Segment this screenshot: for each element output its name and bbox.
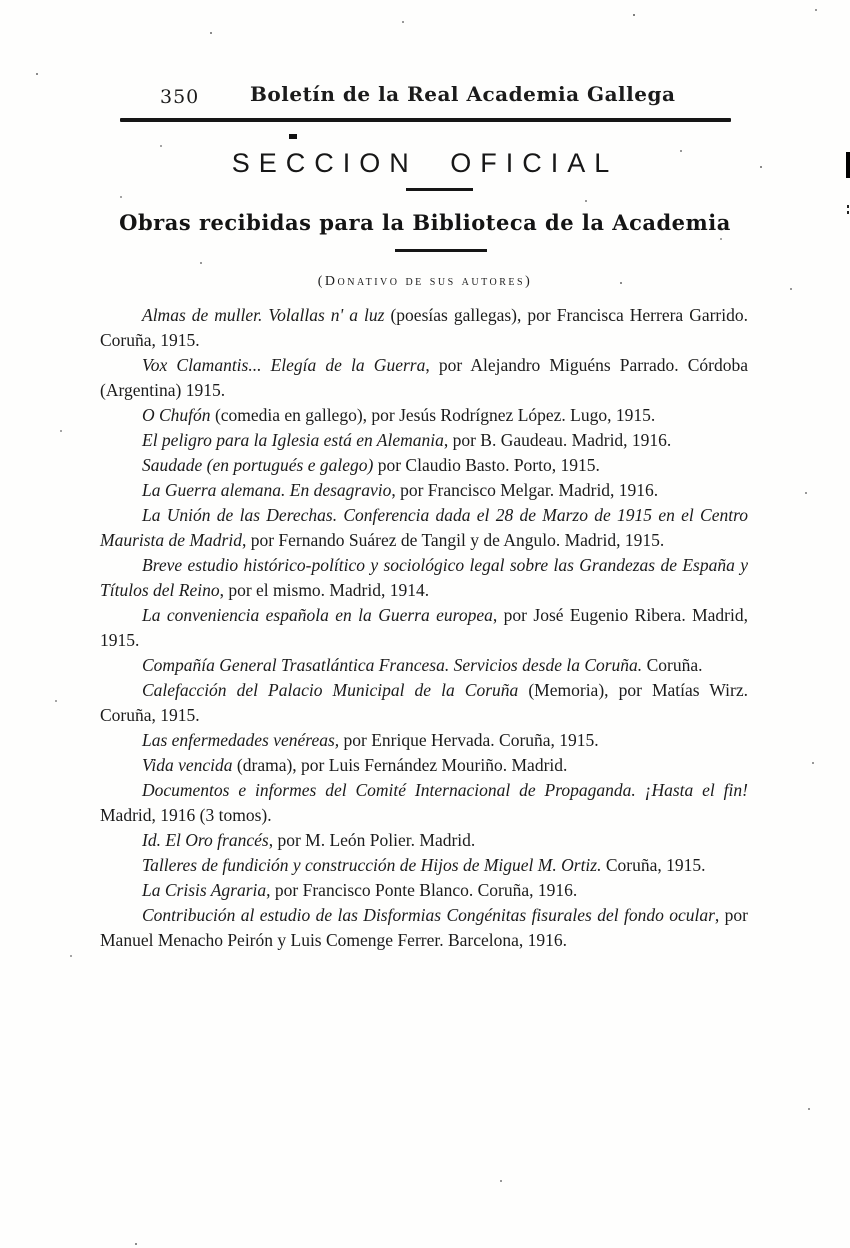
book-entry-text: (Memoria), por Matías Wirz. Coruña, 1915. <box>100 680 748 725</box>
book-entry-text: Coruña. <box>646 655 703 675</box>
book-entry-text: (drama), por Luis Fernández Mouriño. Madrid. <box>236 755 568 775</box>
book-entry <box>100 503 748 553</box>
book-entry-text: , por M. León Polier. Madrid. <box>268 830 476 850</box>
book-entry <box>100 753 748 778</box>
book-entry-text: , por B. Gaudeau. Madrid, 1916. <box>443 430 672 450</box>
book-title-text: La Guerra alemana. En desagravio <box>142 480 392 500</box>
book-entry <box>100 653 748 678</box>
subtitle: Obras recibidas para la Biblioteca de la Academia <box>119 210 731 235</box>
book-title-text: Talleres de fundición y construcción de Hijos de Miguel M. Ortiz. <box>142 855 606 875</box>
book-entry-text: , por Francisco Ponte Blanco. Coruña, 1916. <box>266 880 578 900</box>
book-title-text: O Chufón <box>142 405 215 425</box>
book-title-text: Calefacción del Palacio Municipal de la Coruña <box>142 680 529 700</box>
book-entry-text: , por Francisco Melgar. Madrid, 1916. <box>391 480 659 500</box>
book-entry <box>100 778 748 828</box>
book-entry-text: , por Manuel Menacho Peirón y Luis Comenge Ferrer. Barcelona, 1916. <box>100 905 748 950</box>
scan-artifact-edge-bar <box>846 152 850 178</box>
book-title-text: Las enfermedades venéreas, <box>142 730 340 750</box>
book-title-text: Almas de muller. Volallas n' a luz <box>142 305 391 325</box>
book-entry <box>100 903 748 953</box>
book-title-text: La Crisis Agraria <box>142 880 267 900</box>
scan-artifact-edge-dots <box>847 205 849 208</box>
page-number: 350 <box>160 86 200 108</box>
book-entry-text: , por el mismo. Madrid, 1914. <box>219 580 430 600</box>
entries <box>100 303 748 953</box>
book-entry-text: , por Alejandro Miguéns Parrado. Córdoba (Argentina) 1915. <box>100 355 748 400</box>
book-entry <box>100 303 748 353</box>
book-entry <box>100 478 748 503</box>
donation-note: (Donativo de sus autores) <box>317 274 533 289</box>
book-entry <box>100 353 748 403</box>
book-entry-text: Coruña, 1915. <box>605 855 706 875</box>
book-entry-text: (comedia en gallego), por Jesús Rodrígnez López. Lugo, 1915. <box>214 405 656 425</box>
book-entry-text: por Enrique Hervada. Coruña, 1915. <box>339 730 599 750</box>
book-title-text: La Unión de las Derechas. Conferencia dada el 28 de Marzo de 1915 en el Centro Maurista de Madrid <box>100 505 748 550</box>
book-title-text: Compañía General Trasatlántica Francesa. Servicios desde la Coruña. <box>142 655 647 675</box>
book-title-text: El peligro para la Iglesia está en Alemania <box>142 430 444 450</box>
header-rule <box>120 118 731 122</box>
scan-artifact-dot <box>289 134 297 139</box>
book-entry-text: , por Fernando Suárez de Tangil y de Angulo. Madrid, 1915. <box>241 530 665 550</box>
book-title-text: Contribución al estudio de las Disformias Congénitas fisurales del fondo ocular <box>142 905 715 925</box>
book-title-text: Vox Clamantis... Elegía de la Guerra <box>142 355 426 375</box>
book-entry <box>100 428 748 453</box>
section-title-rule <box>406 188 473 191</box>
book-entry <box>100 603 748 653</box>
book-title-text: Id. El Oro francés <box>142 830 269 850</box>
running-title: Boletín de la Real Academia Gallega <box>250 82 676 106</box>
book-entry-text: Madrid, 1916 (3 tomos). <box>100 805 272 825</box>
book-entry <box>100 728 748 753</box>
book-entry <box>100 403 748 428</box>
book-entry-text: por Claudio Basto. Porto, 1915. <box>377 455 600 475</box>
book-entry <box>100 678 748 728</box>
subtitle-rule <box>395 249 487 252</box>
section-title: SECCION OFICIAL <box>231 148 619 178</box>
book-entry <box>100 553 748 603</box>
book-entry <box>100 878 748 903</box>
book-entry-text: , por José Eugenio Ribera. Madrid, 1915. <box>100 605 748 650</box>
book-entry <box>100 828 748 853</box>
book-title-text: Breve estudio histórico-político y sociológico legal sobre las Grandezas de España y Títulos del Reino <box>100 555 748 600</box>
book-title-text: Documentos e informes del Comité Internacional de Propaganda. ¡Hasta el fin! <box>142 780 748 800</box>
book-entry <box>100 853 748 878</box>
book-entry <box>100 453 748 478</box>
book-title-text: La conveniencia española en la Guerra europea <box>142 605 493 625</box>
book-title-text: Saudade (en portugués e galego) <box>142 455 378 475</box>
book-entry-text: (poesías gallegas), por Francisca Herrera Garrido. Coruña, 1915. <box>100 305 748 350</box>
book-title-text: Vida vencida <box>142 755 237 775</box>
scan-speckles <box>0 0 2 2</box>
